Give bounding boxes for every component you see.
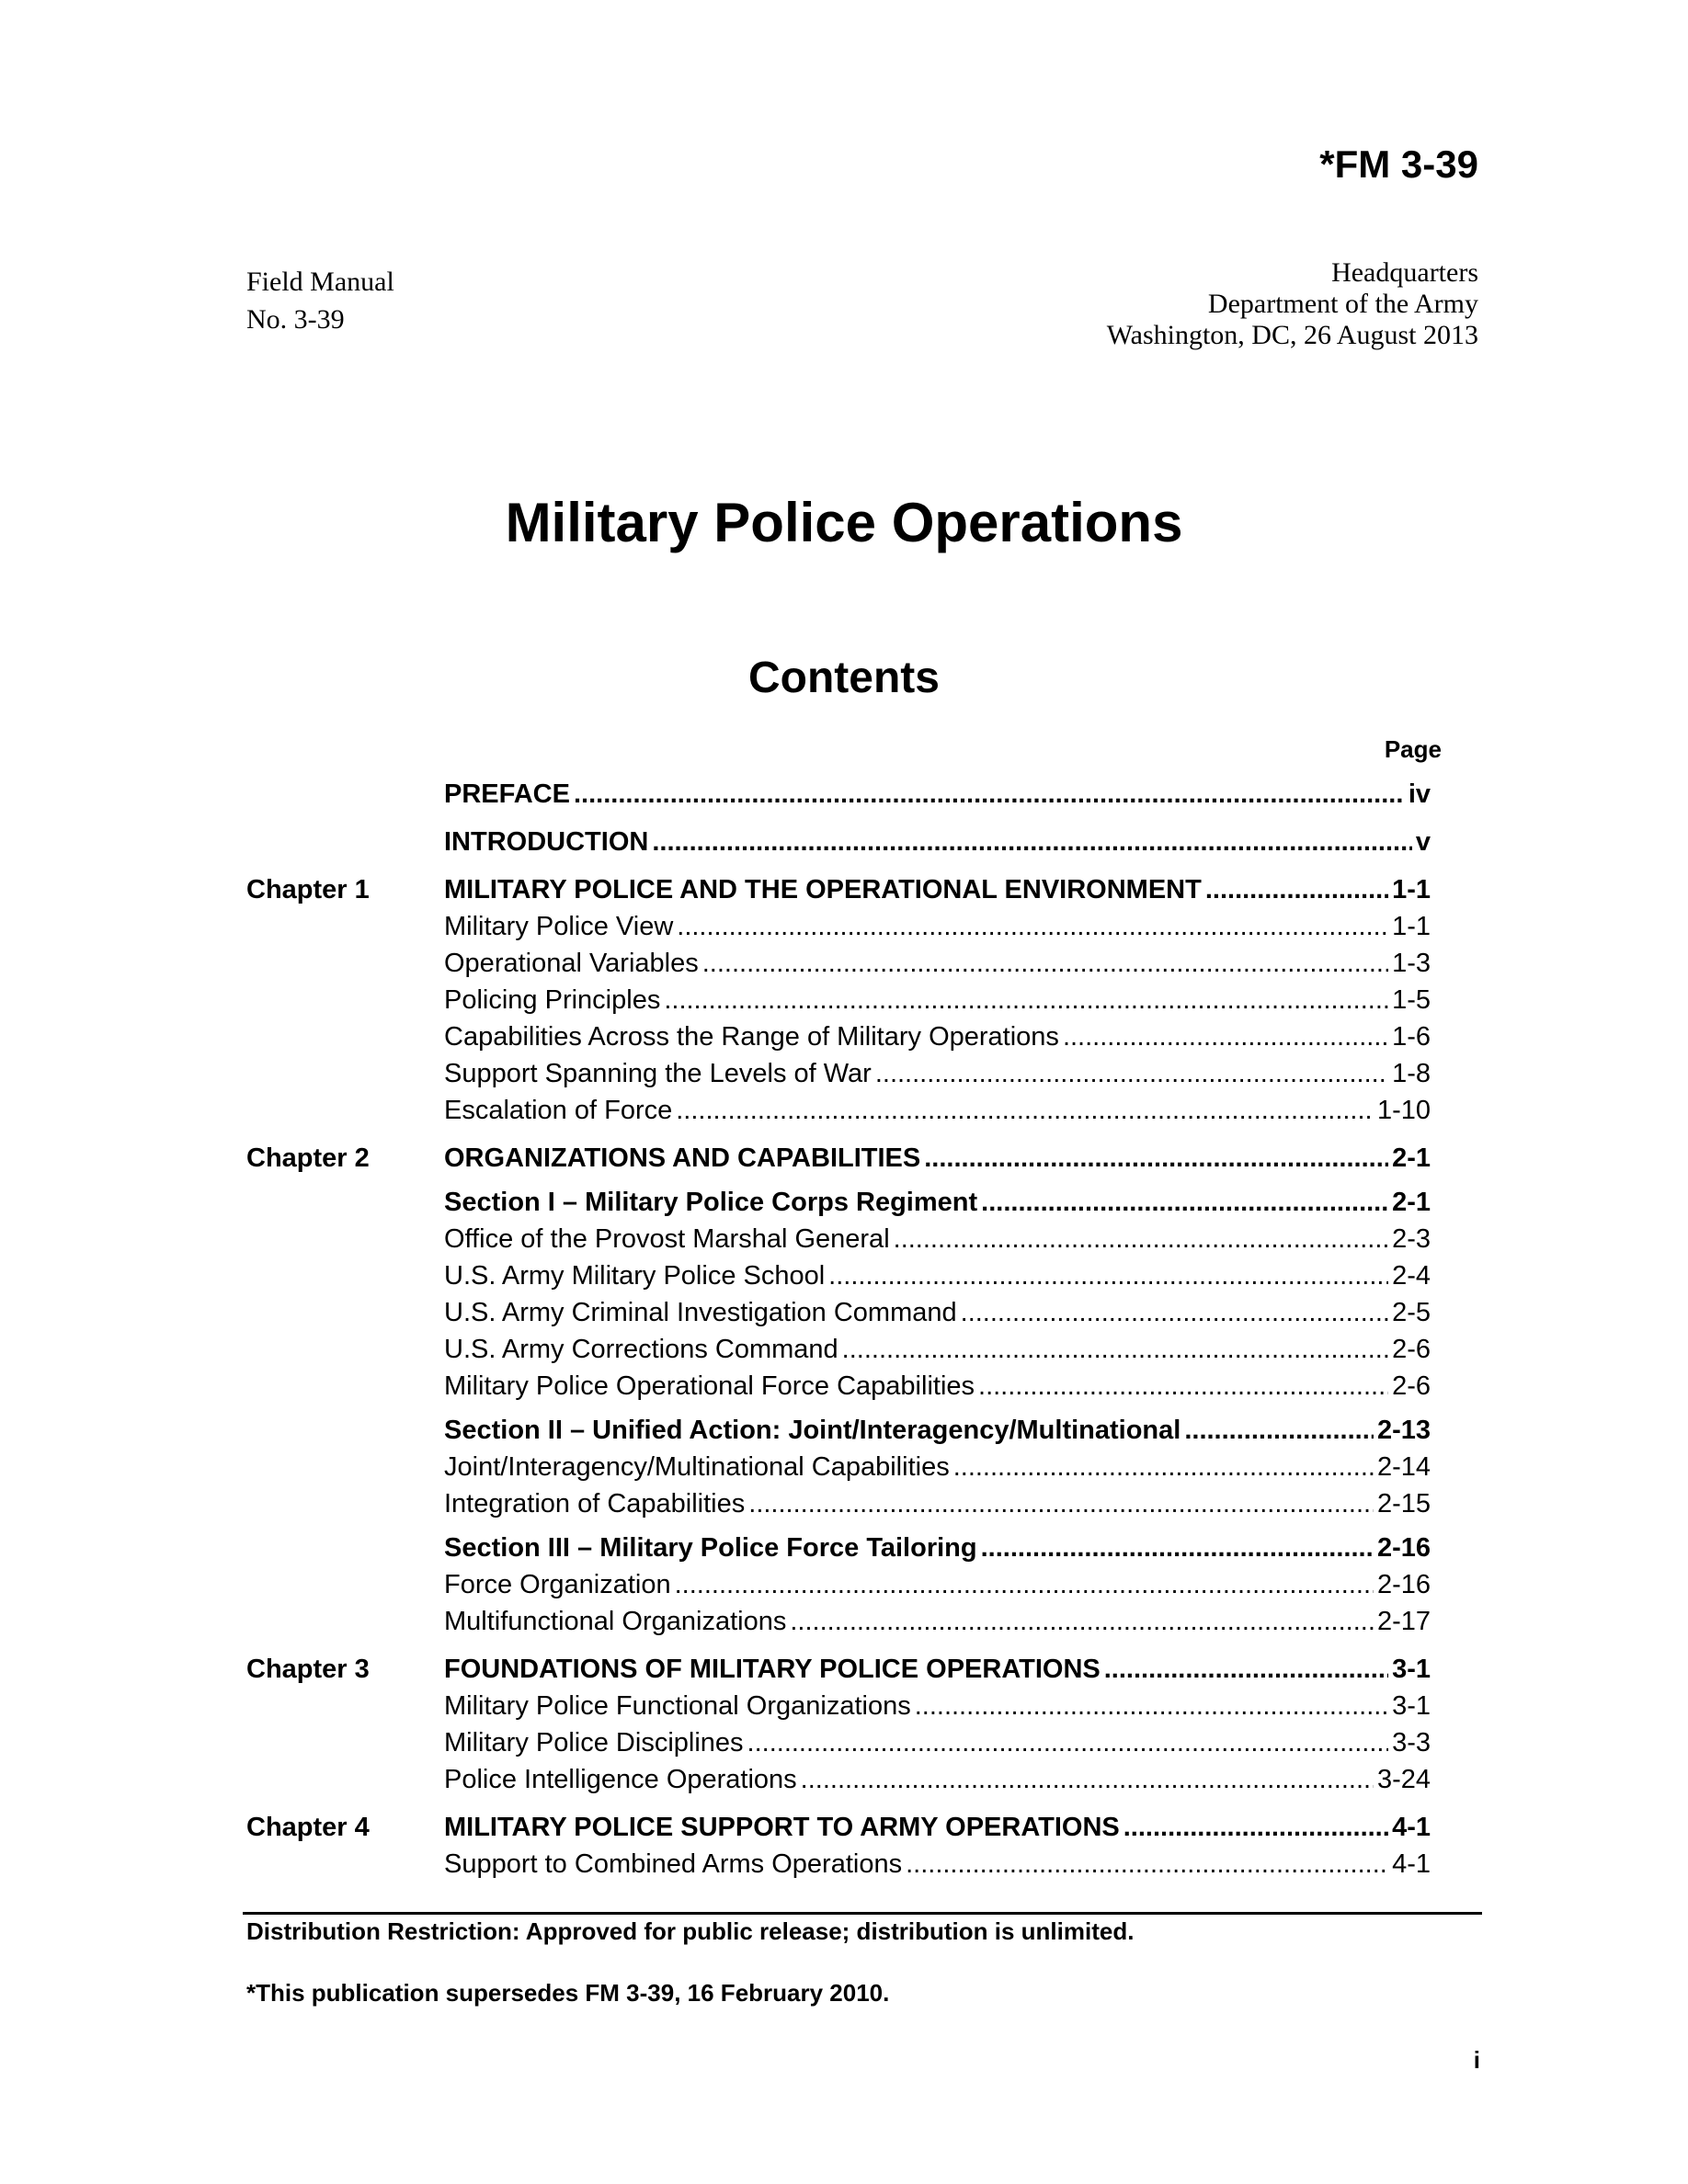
toc-chapter-label: Chapter 1 [246,875,370,904]
toc-page-number: 1-1 [1392,875,1431,904]
footer-divider [243,1912,1482,1915]
toc-row [0,947,1688,980]
toc-page-number: 1-10 [1376,1096,1431,1125]
toc-entry-title: U.S. Army Military Police School [444,1261,826,1291]
toc-entry[interactable] [444,1487,1431,1520]
toc-page-number: 1-5 [1392,985,1431,1015]
toc-entry[interactable] [444,1259,1431,1292]
toc-row [0,1057,1688,1090]
toc-leader-dots [924,1142,1388,1175]
toc-entry-title: Police Intelligence Operations [444,1765,797,1794]
headquarters-block [1107,257,1478,351]
toc-row [0,1605,1688,1638]
toc-entry-title: Office of the Provost Marshal General [444,1224,890,1254]
toc-chapter-label: Chapter 4 [246,1813,370,1842]
toc-leader-dots [915,1689,1388,1723]
toc-heading-row [0,1531,1688,1564]
toc-page-number: 2-17 [1376,1607,1431,1636]
toc-entry[interactable] [444,825,1431,859]
toc-page-number: 2-15 [1376,1489,1431,1519]
toc-leader-dots [875,1057,1388,1090]
toc-entry-title: Integration of Capabilities [444,1489,746,1519]
toc-row [0,1848,1688,1881]
toc-entry[interactable] [444,1689,1431,1723]
toc-leader-dots [906,1848,1388,1881]
toc-leader-dots [677,910,1388,943]
toc-row [0,1296,1688,1329]
toc-row [0,1333,1688,1366]
toc-heading-row [0,1142,1688,1175]
toc-page-number: 4-1 [1392,1813,1431,1842]
toc-heading-row [0,1811,1688,1844]
toc-entry-title: Support to Combined Arms Operations [444,1849,903,1879]
toc-leader-dots [961,1296,1388,1329]
toc-row [0,1020,1688,1053]
toc-page-number: v [1415,827,1431,857]
toc-row [0,1763,1688,1796]
toc-page-number: 3-24 [1376,1765,1431,1794]
toc-entry[interactable] [444,1223,1431,1256]
hq-line-2: Department of the Army [1207,289,1478,319]
toc-row [0,1450,1688,1484]
toc-leader-dots [1104,1653,1388,1686]
toc-heading-row [0,1414,1688,1447]
toc-entry-title: Force Organization [444,1570,671,1599]
toc-row [0,1094,1688,1127]
toc-leader-dots [842,1333,1388,1366]
toc-chapter-label: Chapter 2 [246,1143,370,1173]
toc-leader-dots [1063,1020,1388,1053]
toc-row [0,984,1688,1017]
toc-page-number: 2-14 [1376,1452,1431,1482]
toc-heading-row [0,1653,1688,1686]
toc-entry[interactable] [444,1142,1431,1175]
toc-entry[interactable] [444,1057,1431,1090]
toc-entry-title: Military Police Functional Organizations [444,1691,911,1721]
toc-entry-title: Policing Principles [444,985,661,1015]
toc-page-number: 1-3 [1392,949,1431,978]
toc-leader-dots [652,825,1412,859]
toc-entry[interactable] [444,1848,1431,1881]
toc-entry-title: Escalation of Force [444,1096,673,1125]
toc-entry[interactable] [444,947,1431,980]
toc-leader-dots [664,984,1388,1017]
toc-leader-dots [981,1186,1388,1219]
toc-entry-title: PREFACE [444,779,570,809]
toc-entry[interactable] [444,1811,1431,1844]
contents-heading: Contents [748,654,940,702]
toc-entry-title: FOUNDATIONS OF MILITARY POLICE OPERATIONS [444,1655,1101,1684]
toc-entry[interactable] [444,1020,1431,1053]
toc-entry-title: U.S. Army Criminal Investigation Command [444,1298,957,1327]
document-title: Military Police Operations [505,492,1183,553]
toc-leader-dots [894,1223,1388,1256]
field-manual-label: Field Manual [246,267,394,297]
toc-heading-row [0,873,1688,906]
toc-entry-title: Section III – Military Police Force Tailoring [444,1533,977,1563]
toc-entry-title: U.S. Army Corrections Command [444,1335,838,1364]
toc-entry[interactable] [444,778,1431,811]
toc-entry[interactable] [444,1370,1431,1403]
toc-entry-title: Support Spanning the Levels of War [444,1059,872,1088]
toc-entry[interactable] [444,1414,1431,1447]
toc-leader-dots [981,1531,1374,1564]
toc-leader-dots [1205,873,1388,906]
toc-entry[interactable] [444,910,1431,943]
toc-row [0,1223,1688,1256]
toc-heading-row [0,825,1688,859]
toc-leader-dots [1123,1811,1388,1844]
page-number: i [1473,2046,1480,2074]
toc-page-number: 3-1 [1392,1691,1431,1721]
toc-entry[interactable] [444,873,1431,906]
toc-page-number: 4-1 [1392,1849,1431,1879]
toc-entry[interactable] [444,984,1431,1017]
hq-line-1: Headquarters [1331,257,1478,288]
toc-page-number: 2-16 [1376,1570,1431,1599]
toc-leader-dots [1184,1414,1374,1447]
toc-entry[interactable] [444,1605,1431,1638]
toc-page-number: 2-6 [1392,1371,1431,1401]
toc-leader-dots [790,1605,1374,1638]
toc-page-number: 3-3 [1392,1728,1431,1757]
toc-entry-title: Military Police View [444,912,674,941]
toc-entry-title: Military Police Disciplines [444,1728,744,1757]
toc-leader-dots [702,947,1388,980]
toc-entry[interactable] [444,1333,1431,1366]
toc-entry-title: INTRODUCTION [444,827,649,857]
toc-heading-row [0,778,1688,811]
toc-leader-dots [574,778,1405,811]
toc-page-number: 2-3 [1392,1224,1431,1254]
fm-number: *FM 3-39 [1319,142,1478,186]
field-manual-block [246,263,394,338]
toc-heading-row [0,1186,1688,1219]
toc-entry[interactable] [444,1186,1431,1219]
toc-leader-dots [676,1094,1374,1127]
toc-entry[interactable] [444,1653,1431,1686]
toc-entry[interactable] [444,1763,1431,1796]
hq-line-3: Washington, DC, 26 August 2013 [1106,320,1478,350]
toc-page-number: 2-5 [1392,1298,1431,1327]
toc-page-number: 1-1 [1392,912,1431,941]
toc-leader-dots [747,1726,1389,1759]
toc-entry-title: Section I – Military Police Corps Regiment [444,1188,978,1217]
toc-page-number: 2-4 [1392,1261,1431,1291]
page-column-label: Page [1384,735,1442,763]
toc-entry[interactable] [444,1296,1431,1329]
toc-row [0,1370,1688,1403]
toc-row [0,1726,1688,1759]
toc-leader-dots [978,1370,1388,1403]
toc-entry-title: Section II – Unified Action: Joint/Interagency/Multinational [444,1416,1181,1445]
toc-leader-dots [953,1450,1374,1484]
toc-entry[interactable] [444,1094,1431,1127]
toc-page-number: 2-6 [1392,1335,1431,1364]
toc-row [0,1259,1688,1292]
toc-chapter-label: Chapter 3 [246,1655,370,1684]
toc-leader-dots [675,1568,1374,1601]
toc-row [0,1568,1688,1601]
toc-page-number: iv [1408,779,1431,809]
toc-entry-title: Joint/Interagency/Multinational Capabilities [444,1452,950,1482]
toc-entry-title: MILITARY POLICE AND THE OPERATIONAL ENVIRONMENT [444,875,1202,904]
distribution-restriction: Distribution Restriction: Approved for public release; distribution is unlimited. [246,1917,1135,1945]
field-manual-number: No. 3-39 [246,304,345,335]
toc-entry[interactable] [444,1450,1431,1484]
toc-leader-dots [748,1487,1374,1520]
toc-leader-dots [801,1763,1374,1796]
toc-entry-title: MILITARY POLICE SUPPORT TO ARMY OPERATIONS [444,1813,1120,1842]
toc-entry-title: Capabilities Across the Range of Military Operations [444,1022,1059,1052]
toc-page-number: 2-13 [1376,1416,1431,1445]
toc-entry-title: Operational Variables [444,949,699,978]
toc-page-number: 2-1 [1392,1188,1431,1217]
toc-entry[interactable] [444,1568,1431,1601]
toc-page-number: 3-1 [1392,1655,1431,1684]
toc-row [0,1487,1688,1520]
toc-page-number: 1-6 [1392,1022,1431,1052]
toc-page-number: 2-1 [1392,1143,1431,1173]
toc-entry[interactable] [444,1726,1431,1759]
toc-leader-dots [828,1259,1388,1292]
toc-row [0,910,1688,943]
toc-row [0,1689,1688,1723]
toc-entry[interactable] [444,1531,1431,1564]
toc-entry-title: ORGANIZATIONS AND CAPABILITIES [444,1143,921,1173]
supersedes-note: *This publication supersedes FM 3-39, 16 February 2010. [246,1979,890,2007]
toc-entry-title: Multifunctional Organizations [444,1607,787,1636]
toc-entry-title: Military Police Operational Force Capabilities [444,1371,975,1401]
toc-page-number: 2-16 [1376,1533,1431,1563]
toc-page-number: 1-8 [1392,1059,1431,1088]
